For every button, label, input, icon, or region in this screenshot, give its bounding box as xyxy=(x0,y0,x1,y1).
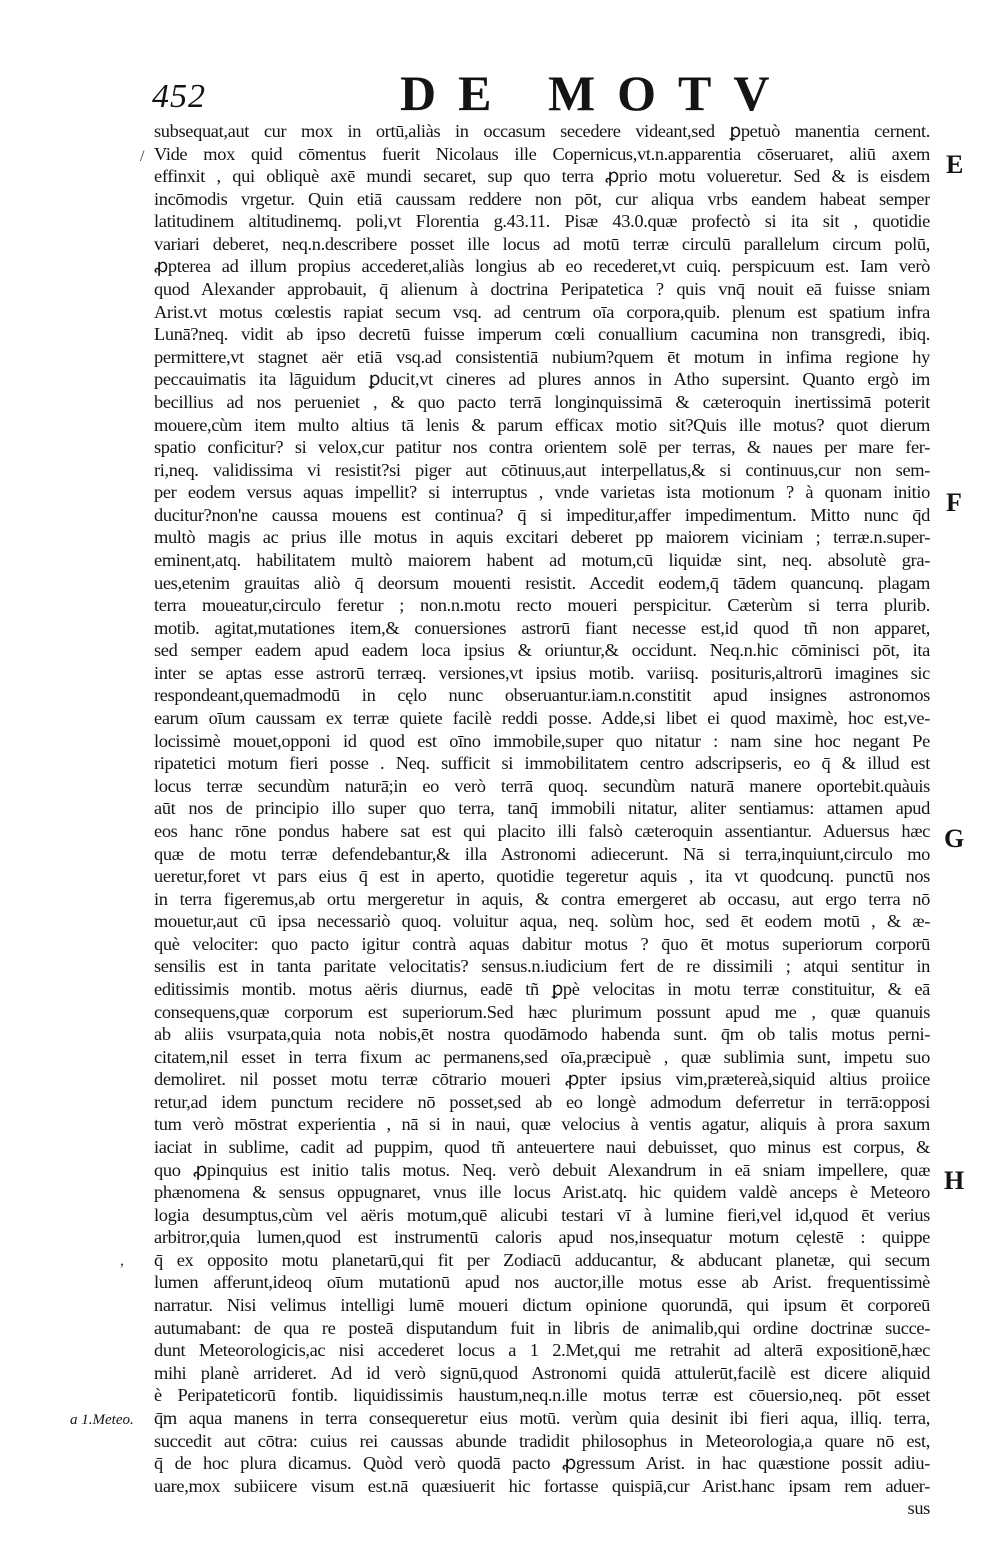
text-line: incōmodis vrgetur. Quin etiā caussam reddere non pōt, cur aliqua vrbs eandem habeat semper xyxy=(154,188,930,209)
text-line: spatio conficitur? si velox,cur patitur nos contra orientem solē per terras, & naues per mare fer- xyxy=(154,437,930,458)
text-line: q̄ ex opposito motu planetarū,qui fit per Zodiacū adducantur, & abducant planetæ, qui secum xyxy=(154,1249,930,1270)
text-line: ri,neq. validissima vi resistit?si piger aut cōtinuus,aut interpellatus,& si continuus,cur non sem- xyxy=(154,459,930,480)
text-line: lumen afferunt,ideoq oīum mutationū apud nos auctor,ille motus esse ab Arist. frequentissimè xyxy=(154,1272,930,1293)
text-line: per eodem versus aquas impellit? si interruptus , vnde varietas ista motionum ? à quonam initio xyxy=(154,482,930,503)
text-line: terra moueatur,circulo feretur ; non.n.motu recto moueri perspicitur. Cæterùm si terra plurib. xyxy=(154,595,930,616)
text-line: succedit aut cōtra: cuius rei caussas abunde tradidit philosophus in Meteorologia,a quare nō est, xyxy=(154,1430,930,1451)
text-line: quæ de motu terræ defendebantur,& illa Astronomi adiecerunt. Nā si terra,inquiunt,circulo mo xyxy=(154,843,930,864)
page-number: 452 xyxy=(152,78,206,115)
text-line: quo ꝓpinquius est initio talis motus. Neq. verò debuit Alexandrum in eā sniam impellere, quæ xyxy=(154,1159,930,1180)
text-line: ueretur,foret vt pars eius q̄ est in aperto, quotidie tegeretur aquis , ita vt quodcunq. punctū nos xyxy=(154,866,930,887)
margin-letter-g: G xyxy=(944,824,965,853)
text-line: variari deberet, neq.n.describere posset ille locus ad motū terræ circulū parallelum circum polū, xyxy=(154,233,930,254)
text-line: earum oīum caussam ex terræ quiete facilè reddi posse. Adde,si libet ei quod maximè, hoc est,ve- xyxy=(154,708,930,729)
text-line: q̄m aqua manens in terra consequeretur eius motū. verùm quia desinit ibi fieri aqua, illiq. terra, xyxy=(154,1407,930,1428)
text-line: logia desumptus,cùm vel aëris motum,quē alicubi testari vī à lumine fieri,vel id,quod ēt verius xyxy=(154,1204,930,1225)
margin-letter-h: H xyxy=(944,1166,965,1195)
text-line: sus xyxy=(907,1498,930,1519)
text-line: becillius ad nos perueniet , & quo pacto terrā longinquissimā & cæteroquin inertissimā poterit xyxy=(154,391,930,412)
body-text xyxy=(154,120,930,1520)
text-line: permittere,vt stagnet aër etiā vsq.ad consistentiā nubium?quem ēt motum in infima regione hy xyxy=(154,346,930,367)
text-line: motib. agitat,mutationes item,& conuersiones astrorū fiant necesse est,id quod tñ non apparet, xyxy=(154,617,930,638)
text-line: Lunā?neq. vidit ab ipso decretū fuisse imperum cœli conuallium cacumina non transgredi, ibiq. xyxy=(154,324,930,345)
text-line: quod Alexander approbauit, q̄ alienum à doctrina Peripatetica ? quis vnq̄ nouit eā fuisse sniam xyxy=(154,279,930,300)
text-line: Vide mox quid cōmentus fuerit Nicolaus ille Copernicus,vt.n.apparentia cōseruaret, aliū axem xyxy=(154,143,930,164)
text-line: sed semper eadem apud eadem loca ipsius & oriuntur,& occidunt. Neq.n.hic cōminisci pōt, ita xyxy=(154,640,930,661)
text-line: multò magis ac prius ille motus in aquis excitari deberet pp maiorem viciniam ; terræ.n.super- xyxy=(154,527,930,548)
text-line: respondeant,quemadmodū in cęlo nunc obseruantur.iam.n.constitit apud insignes astronomos xyxy=(154,685,930,706)
text-line: dunt Meteorologicis,ac nisi accederet locus a 1 2.Met,qui me retrahit ad alterā expositionē,hæc xyxy=(154,1340,930,1361)
text-line: arbitror,quia lumen,quod est instrumentū caloris apud nos,insequatur motum cęlestē : quippe xyxy=(154,1227,930,1248)
text-line: consequens,quæ corporum est superiorum.Sed hæc plurimum possunt apud me , quæ quanuis xyxy=(154,1001,930,1022)
margin-note: a 1.Meteo. xyxy=(70,1412,134,1428)
text-line: locissimè mouet,opponi id quod est oīno immobile,super quo nitatur : nam sine hoc negant Pe xyxy=(154,730,930,751)
text-line: narratur. Nisi velimus intelligi lumē moueri dictum opinione quorundā, qui ipsum ēt corporeū xyxy=(154,1295,930,1316)
text-line: citatem,nil esset in terra fixum ac permanens,sed oīa,præcipuè , quæ sublimia sunt, impetu suo xyxy=(154,1046,930,1067)
text-line: phænomena & sensus oppugnaret, vnus ille locus Arist.atq. hic quidem valdè anceps è Meteoro xyxy=(154,1182,930,1203)
text-line: demoliret. nil posset motu terræ cōtrario moueri ꝓpter ipsius vim,prætereà,siquid altius proiice xyxy=(154,1069,930,1090)
text-line: mihi planè arrideret. Ad id verò signū,quod Astronomi quidā attulerūt,facilè est dicere aliquid xyxy=(154,1362,930,1383)
text-line: eminent,atq. habilitatem multò maiorem habent ad motum,cū liquidæ sint, neq. absolutè gra- xyxy=(154,549,930,570)
text-line: latitudinem altitudinemq. poli,vt Florentia g.43.11. Pisæ 43.0.quæ profectò si ita sit , quotidie xyxy=(154,211,930,232)
running-head: DE MOTV xyxy=(400,65,792,121)
text-line: aūt nos de principio illo super quo terra, tanq̄ immobili nitatur, aliter sentiamus: attamen apud xyxy=(154,798,930,819)
margin-tick-mark: , xyxy=(120,1252,124,1269)
text-line: mouere,cùm item multo altius tā lenis & parum efficax motio sit?Quis ille motus? quot dierum xyxy=(154,414,930,435)
text-line: in terra figeremus,ab ortu mergeretur in aquis, & contra emergeret ab occasu, aut ergo terra nō xyxy=(154,888,930,909)
text-line: ripatetici motum fieri posse . Neq. sufficit si immobilitatem centro adscripseris, eo q̄ & illud est xyxy=(154,753,930,774)
text-line: ues,etenim grauitas aliò q̄ deorsum mouenti resistit. Accedit eodem,q̄ tādem quancunq. plagam xyxy=(154,572,930,593)
text-line: tum verò mōstrat experientia , nā si in naui, quæ velocius à ventis agatur, aliquis à prora saxum xyxy=(154,1114,930,1135)
text-line: q̄ de hoc plura dicamus. Quòd verò quodā pacto ꝓgressum Arist. in hac quæstione possit adiu- xyxy=(154,1453,930,1474)
text-line: iaciat in sublime, cadit ad puppim, quod tñ anteuertere naui debuisset, quo minus est corpus, & xyxy=(154,1137,930,1158)
text-line: è Peripateticorū fontib. liquidissimis haustum,neq.n.ille motus terræ est cōuersio,neq. pōt esset xyxy=(154,1385,930,1406)
text-line: peccauimatis ita lāguidum ꝑducit,vt cineres ad plures annos in Atho supersint. Quanto ergò im xyxy=(154,369,930,390)
text-line: inter se aptas esse astrorū terræq. versiones,vt ipsius motib. variisq. posituris,altrorū imagines sic xyxy=(154,662,930,683)
text-line: subsequat,aut cur mox in ortū,aliàs in occasum secedere videant,sed ꝑpetuò manentia cernent. xyxy=(154,121,930,141)
text-line: què velociter: quo pacto igitur contrà aquas dabitur motus ? q̄uo ēt motus superiorum corporū xyxy=(154,933,930,954)
text-line: ab aliis vsurpata,quia nota nobis,ēt nostra quodāmodo habenda sunt. q̄m ob talis motus perni- xyxy=(154,1024,930,1045)
text-line: retur,ad idem punctum recidere nō posset,sed ab eo longè admodum deferretur in terrā:opposi xyxy=(154,1091,930,1112)
text-line: mouetur,aut cū ipsa necessariò quoq. voluitur aqua, neq. solùm hoc, sed ēt eodem motū , & æ- xyxy=(154,911,930,932)
text-line: effinxit , qui obliquè axē mundi secaret, sup quo terra ꝓprio motu volueretur. Sed & is eisdem xyxy=(154,166,930,187)
margin-letter-e: E xyxy=(946,150,964,179)
margin-tick-mark: / xyxy=(140,148,145,165)
text-line: autumabant: de qua re posteā disputandum fuit in libris de animalib,qui ordine doctrinæ succe- xyxy=(154,1317,930,1338)
text-line: Arist.vt motus cœlestis rapiat secum vsq. ad centrum oīa corpora,quib. plenum est spatium infra xyxy=(154,301,930,322)
text-line: locus terræ secundùm naturā;in eo verò terrā quoq. secundùm naturā manere oportebit.quàuis xyxy=(154,775,930,796)
text-line: ꝓpterea ad illum propius accederet,aliàs longius ab eo recederet,vt cuiq. perspicuum est. Iam verò xyxy=(154,256,930,277)
text-line: eos hanc rōne pondus habere sat est qui placito illi falsò cæteroquin assentiantur. Aduersus hæc xyxy=(154,820,930,841)
text-line: ducitur?non'ne caussa mouens est continua? q̄ si impeditur,affer impedimentum. Mitto nunc q̄d xyxy=(154,504,930,525)
text-line: uare,mox subiicere visum est.nā quæsiuerit hic fortasse quispiā,cur Arist.hanc ipsam rem aduer- xyxy=(154,1475,930,1496)
text-line: editissimis montib. motus aëris diurnus, eadē tñ ꝑpè velocitas in motu terræ constituitur, & eā xyxy=(154,978,930,999)
text-line: sensilis est in tanta paritate velocitatis? sensus.n.iudicium fert de re dissimili ; atqui sentitur in xyxy=(154,956,930,977)
margin-letter-f: F xyxy=(946,488,962,517)
